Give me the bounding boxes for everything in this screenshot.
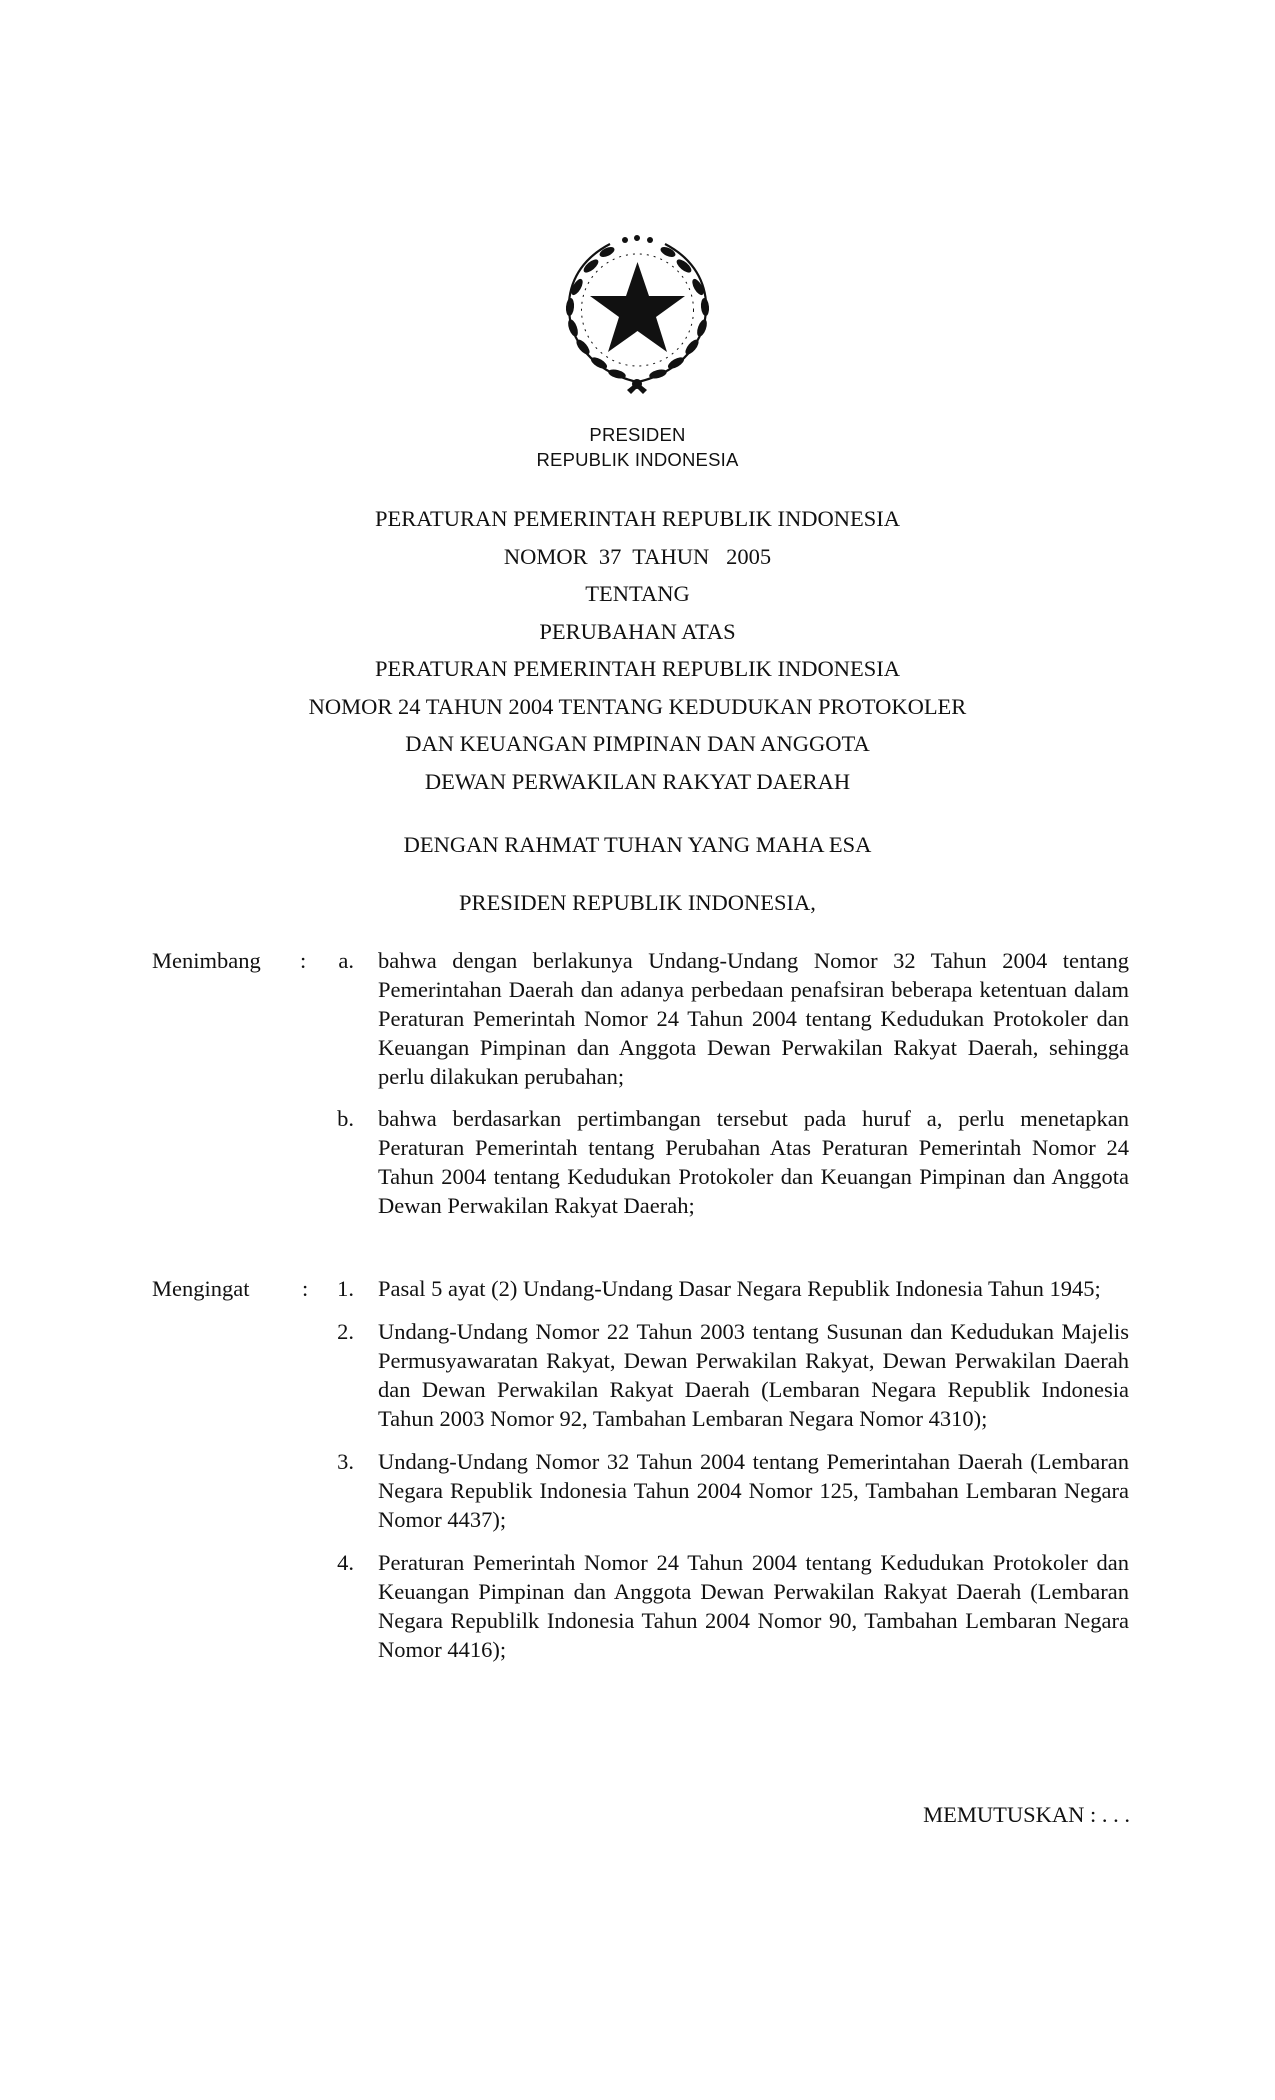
title-line: PERATURAN PEMERINTAH REPUBLIK INDONESIA — [374, 506, 901, 531]
item-marker: 2. — [337, 1319, 354, 1344]
president-heading: PRESIDEN REPUBLIK INDONESIA, — [459, 890, 816, 915]
list-item — [152, 1317, 1132, 1433]
item-marker: a. — [338, 948, 354, 973]
presidential-star-emblem-icon — [555, 232, 720, 397]
item-marker: b. — [337, 1106, 354, 1131]
mengingat-colon: : — [302, 1276, 309, 1301]
title-line: DEWAN PERWAKILAN RAKYAT DAERAH — [424, 768, 851, 794]
letterhead-line-2: REPUBLIK INDONESIA — [536, 449, 739, 470]
item-text: Pasal 5 ayat (2) Undang-Undang Dasar Negara Republik Indonesia Tahun 1945; — [378, 1276, 1101, 1301]
menimbang-section — [152, 946, 1132, 1220]
title-line: TENTANG — [585, 581, 690, 606]
item-marker: 3. — [337, 1449, 354, 1474]
title-line: NOMOR 24 TAHUN 2004 TENTANG KEDUDUKAN PROTOKOLER — [308, 693, 967, 719]
title-line: PERUBAHAN ATAS — [539, 618, 736, 644]
title-line: NOMOR 37 TAHUN 2005 — [503, 543, 772, 569]
mengingat-section — [152, 1274, 1132, 1664]
list-item — [152, 1548, 1132, 1664]
item-text: bahwa berdasarkan pertimbangan tersebut pada huruf a, perlu menetapkan Peraturan Pemerintah tentang Perubahan Atas Peraturan Pemerintah Nomor 24 Tahun 2004 tentang Kedudukan Protokoler dan Keuangan Pimpinan dan Anggota Dewan Perwakilan Rakyat Daerah; — [378, 1106, 1129, 1218]
list-item — [152, 946, 1132, 1091]
letterhead-line-1: PRESIDEN — [589, 424, 686, 445]
office-letterhead — [0, 422, 1275, 472]
regulation-title — [0, 500, 1275, 800]
item-marker: 1. — [337, 1276, 354, 1301]
menimbang-colon: : — [300, 948, 307, 973]
mengingat-label: Mengingat — [152, 1276, 250, 1301]
item-text: Undang-Undang Nomor 22 Tahun 2003 tentang Susunan dan Kedudukan Majelis Permusyawaratan Rakyat, Dewan Perwakilan Rakyat, Dewan Perwakilan Daerah dan Dewan Perwakilan Rakyat Daerah (Lembaran Negara Republik Indonesia Tahun 2003 Nomor 92, Tambahan Lembaran Negara Nomor 4310); — [378, 1319, 1129, 1431]
list-item — [152, 1274, 1132, 1303]
list-item — [152, 1447, 1132, 1534]
item-text: bahwa dengan berlakunya Undang-Undang Nomor 32 Tahun 2004 tentang Pemerintahan Daerah dan adanya perbedaan penafsiran beberapa ketentuan dalam Peraturan Pemerintah Nomor 24 Tahun 2004 tentang Kedudukan Protokoler dan Keuangan Pimpinan dan Anggota Dewan Perwakilan Rakyat Daerah, sehingga perlu dilakukan perubahan; — [378, 948, 1129, 1089]
item-marker: 4. — [337, 1550, 354, 1575]
item-text: Undang-Undang Nomor 32 Tahun 2004 tentang Pemerintahan Daerah (Lembaran Negara Republik Indonesia Tahun 2004 Nomor 125, Tambahan Lembaran Negara Nomor 4437); — [378, 1449, 1129, 1532]
title-line: DAN KEUANGAN PIMPINAN DAN ANGGOTA — [405, 731, 870, 756]
menimbang-label: Menimbang — [152, 948, 261, 973]
item-text: Peraturan Pemerintah Nomor 24 Tahun 2004 tentang Kedudukan Protokoler dan Keuangan Pimpinan dan Anggota Dewan Perwakilan Rakyat Daerah (Lembaran Negara Republilk Indonesia Tahun 2004 Nomor 90, Tambahan Lembaran Negara Nomor 4416); — [378, 1550, 1129, 1662]
continuation-marker: MEMUTUSKAN : . . . — [923, 1802, 1130, 1827]
title-line: PERATURAN PEMERINTAH REPUBLIK INDONESIA — [374, 656, 901, 681]
salutation: DENGAN RAHMAT TUHAN YANG MAHA ESA — [403, 832, 872, 857]
list-item — [152, 1104, 1132, 1220]
